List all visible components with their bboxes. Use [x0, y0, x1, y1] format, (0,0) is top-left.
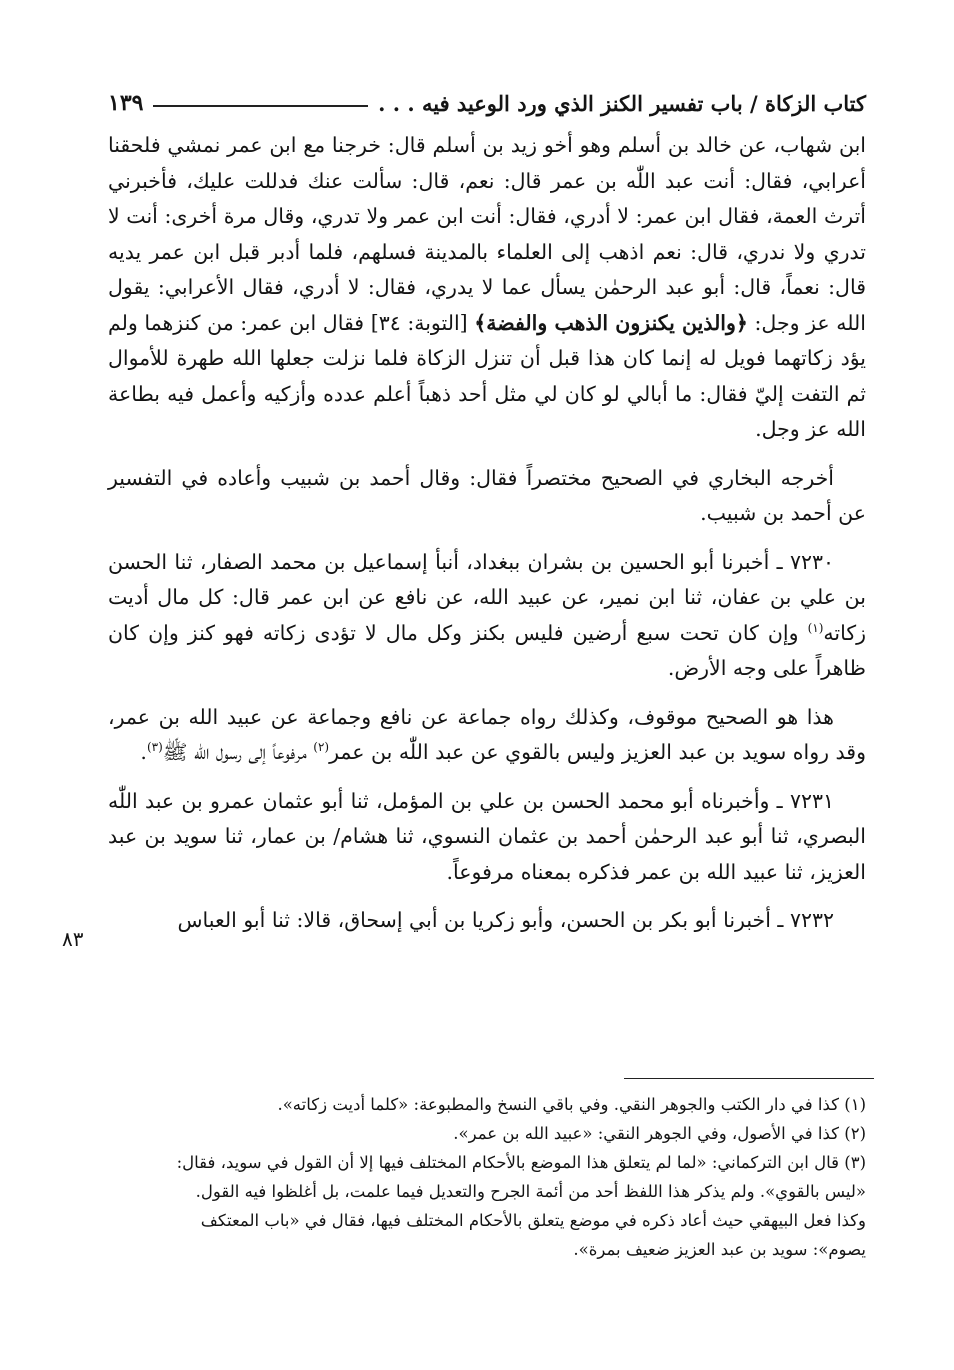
- paragraph-1-text: ابن شهاب، عن خالد بن أسلم وهو أخو زيد بن أسلم قال: خرجنا مع ابن عمر نمشي فلحقنا أعرابي، فقال: أنت عبد اللّٰه بن عمر قال: نعم، قال: سألت عنك فدللت عليك، فأخبرني أترث العمة، فقال ابن عمر: لا أدري، فقال: أنت ابن عمر ولا تدري، وقال مرة أخرى: أنت لا تدري ولا ندري، قال: نعم اذهب إلى العلماء بالمدينة فسلهم، فلما أدبر قبل ابن عمر يديه قال: نعماً، قال: أبو عبد الرحمٰن يسأل عما لا يدري، فقال: لا أدري، فقال الأعرابي: يقول الله عز وجل:: [108, 133, 866, 335]
- header-rule: [153, 105, 368, 107]
- footnote-3-line-2: «ليس بالقوي». ولم يذكر هذا اللفظ أحد من أئمة الجرح والتعديل فيما علمت، بل أغلظوا فيه القول.: [195, 1182, 866, 1201]
- paragraph-1-rest: [التوبة: ٣٤] فقال ابن عمر: من كنزهما ولم يؤد زكاتهما فويل له إنما كان هذا قبل أن تنزل الزكاة فلما نزلت جعلها الله طهرة للأموال ثم التفت إليّ فقال: ما أبالي لو كان لي مثل أحد ذهباً أعلم عدده وأزكيه وأعمل فيه بطاعة الله عز وجل.: [108, 310, 866, 441]
- paragraph-4-text: هذا هو الصحيح موقوف، وكذلك رواه جماعة عن نافع وجماعة عن عبيد الله بن عمر، وقد رواه سويد بن عبد العزيز وليس بالقوي عن عبد اللّٰه بن عمر: [108, 704, 866, 764]
- footnote-3-line-1: (٣) قال ابن التركماني: «لما لم يتعلق هذا الموضع بالأحكام المختلف فيها إلا أن القول في سويد، فقال:: [176, 1153, 866, 1172]
- hadith-7231: ٧٢٣١ ـ وأخبرناه أبو محمد الحسن بن علي بن المؤمل، ثنا أبو عثمان عمرو بن عبد اللّٰه البصري، ثنا أبو عبد الرحمٰن أحمد بن عثمان النسوي، ثنا هشام/ بن عمار، ثنا سويد بن عبد العزيز، ثنا عبيد الله بن عمر فذكره بمعناه مرفوعاً.: [108, 788, 866, 884]
- paragraph-4-end: .: [140, 740, 147, 764]
- hadith-7230: [108, 545, 866, 687]
- footnote-1: (١) كذا في دار الكتب والجوهر النقي. وفي باقي النسخ والمطبوعة: «كلما أديت زكاته».: [277, 1095, 866, 1114]
- main-text: [108, 128, 866, 939]
- footnote-ref-3[interactable]: (٣): [146, 740, 163, 755]
- footnote-3-line-4: يصوم»: سويد بن عبد العزيز ضعيف بمرة».: [573, 1240, 866, 1259]
- hadith-7230-rest: وإن كان تحت سبع أرضين فليس بكنز وكل مال لا تؤدى زكاته فهو كنز وإن كان ظاهراً على وجه الأرض.: [108, 620, 866, 680]
- hadith-7232: ٧٢٣٢ ـ أخبرنا أبو بكر بن الحسن، وأبو زكريا بن أبي إسحاق، قالا: ثنا أبو العباس: [177, 908, 834, 932]
- footnote-separator: [624, 1078, 874, 1079]
- header-title: كتاب الزكاة / باب تفسير الكنز الذي ورد الوعيد فيه . . .: [378, 91, 866, 116]
- paragraph-1: [108, 128, 866, 448]
- footnote-3-line-3: وكذا فعل البيهقي حيث أعاد ذكره في موضع يتعلق بالأحكام المختلف فيها، فقال في «باب المعتكف: [200, 1211, 866, 1230]
- footnotes: [108, 1090, 866, 1264]
- footnote-ref-2[interactable]: (٢): [313, 740, 330, 755]
- paragraph-4-rest: مرفوعاً إلى رسول الله ﷺ: [162, 740, 314, 764]
- quran-quote: ﴿والذين يكنزون الذهب والفضة﴾: [474, 310, 748, 335]
- paragraph-2: أخرجه البخاري في الصحيح مختصراً فقال: وقال أحمد بن شبيب وأعاده في التفسير عن أحمد بن شبيب.: [108, 465, 866, 525]
- page-number: ١٣٩: [108, 90, 144, 116]
- footnote-ref-1[interactable]: (١): [807, 620, 824, 635]
- hadith-7230-text: ٧٢٣٠ ـ أخبرنا أبو الحسين بن بشران ببغداد، أنبأ إسماعيل بن محمد الصفار، ثنا الحسن بن علي بن عفان، ثنا ابن نمير، عن عبيد الله، عن نافع عن ابن عمر قال: كل مال أديت زكاته: [108, 549, 866, 645]
- paragraph-4: [108, 700, 866, 771]
- running-header: [108, 76, 866, 116]
- manuscript-folio-number: ٨٣: [62, 927, 84, 951]
- footnote-2: (٢) كذا في الأصول، وفي الجوهر النقي: «عبيد الله بن عمر».: [453, 1124, 866, 1143]
